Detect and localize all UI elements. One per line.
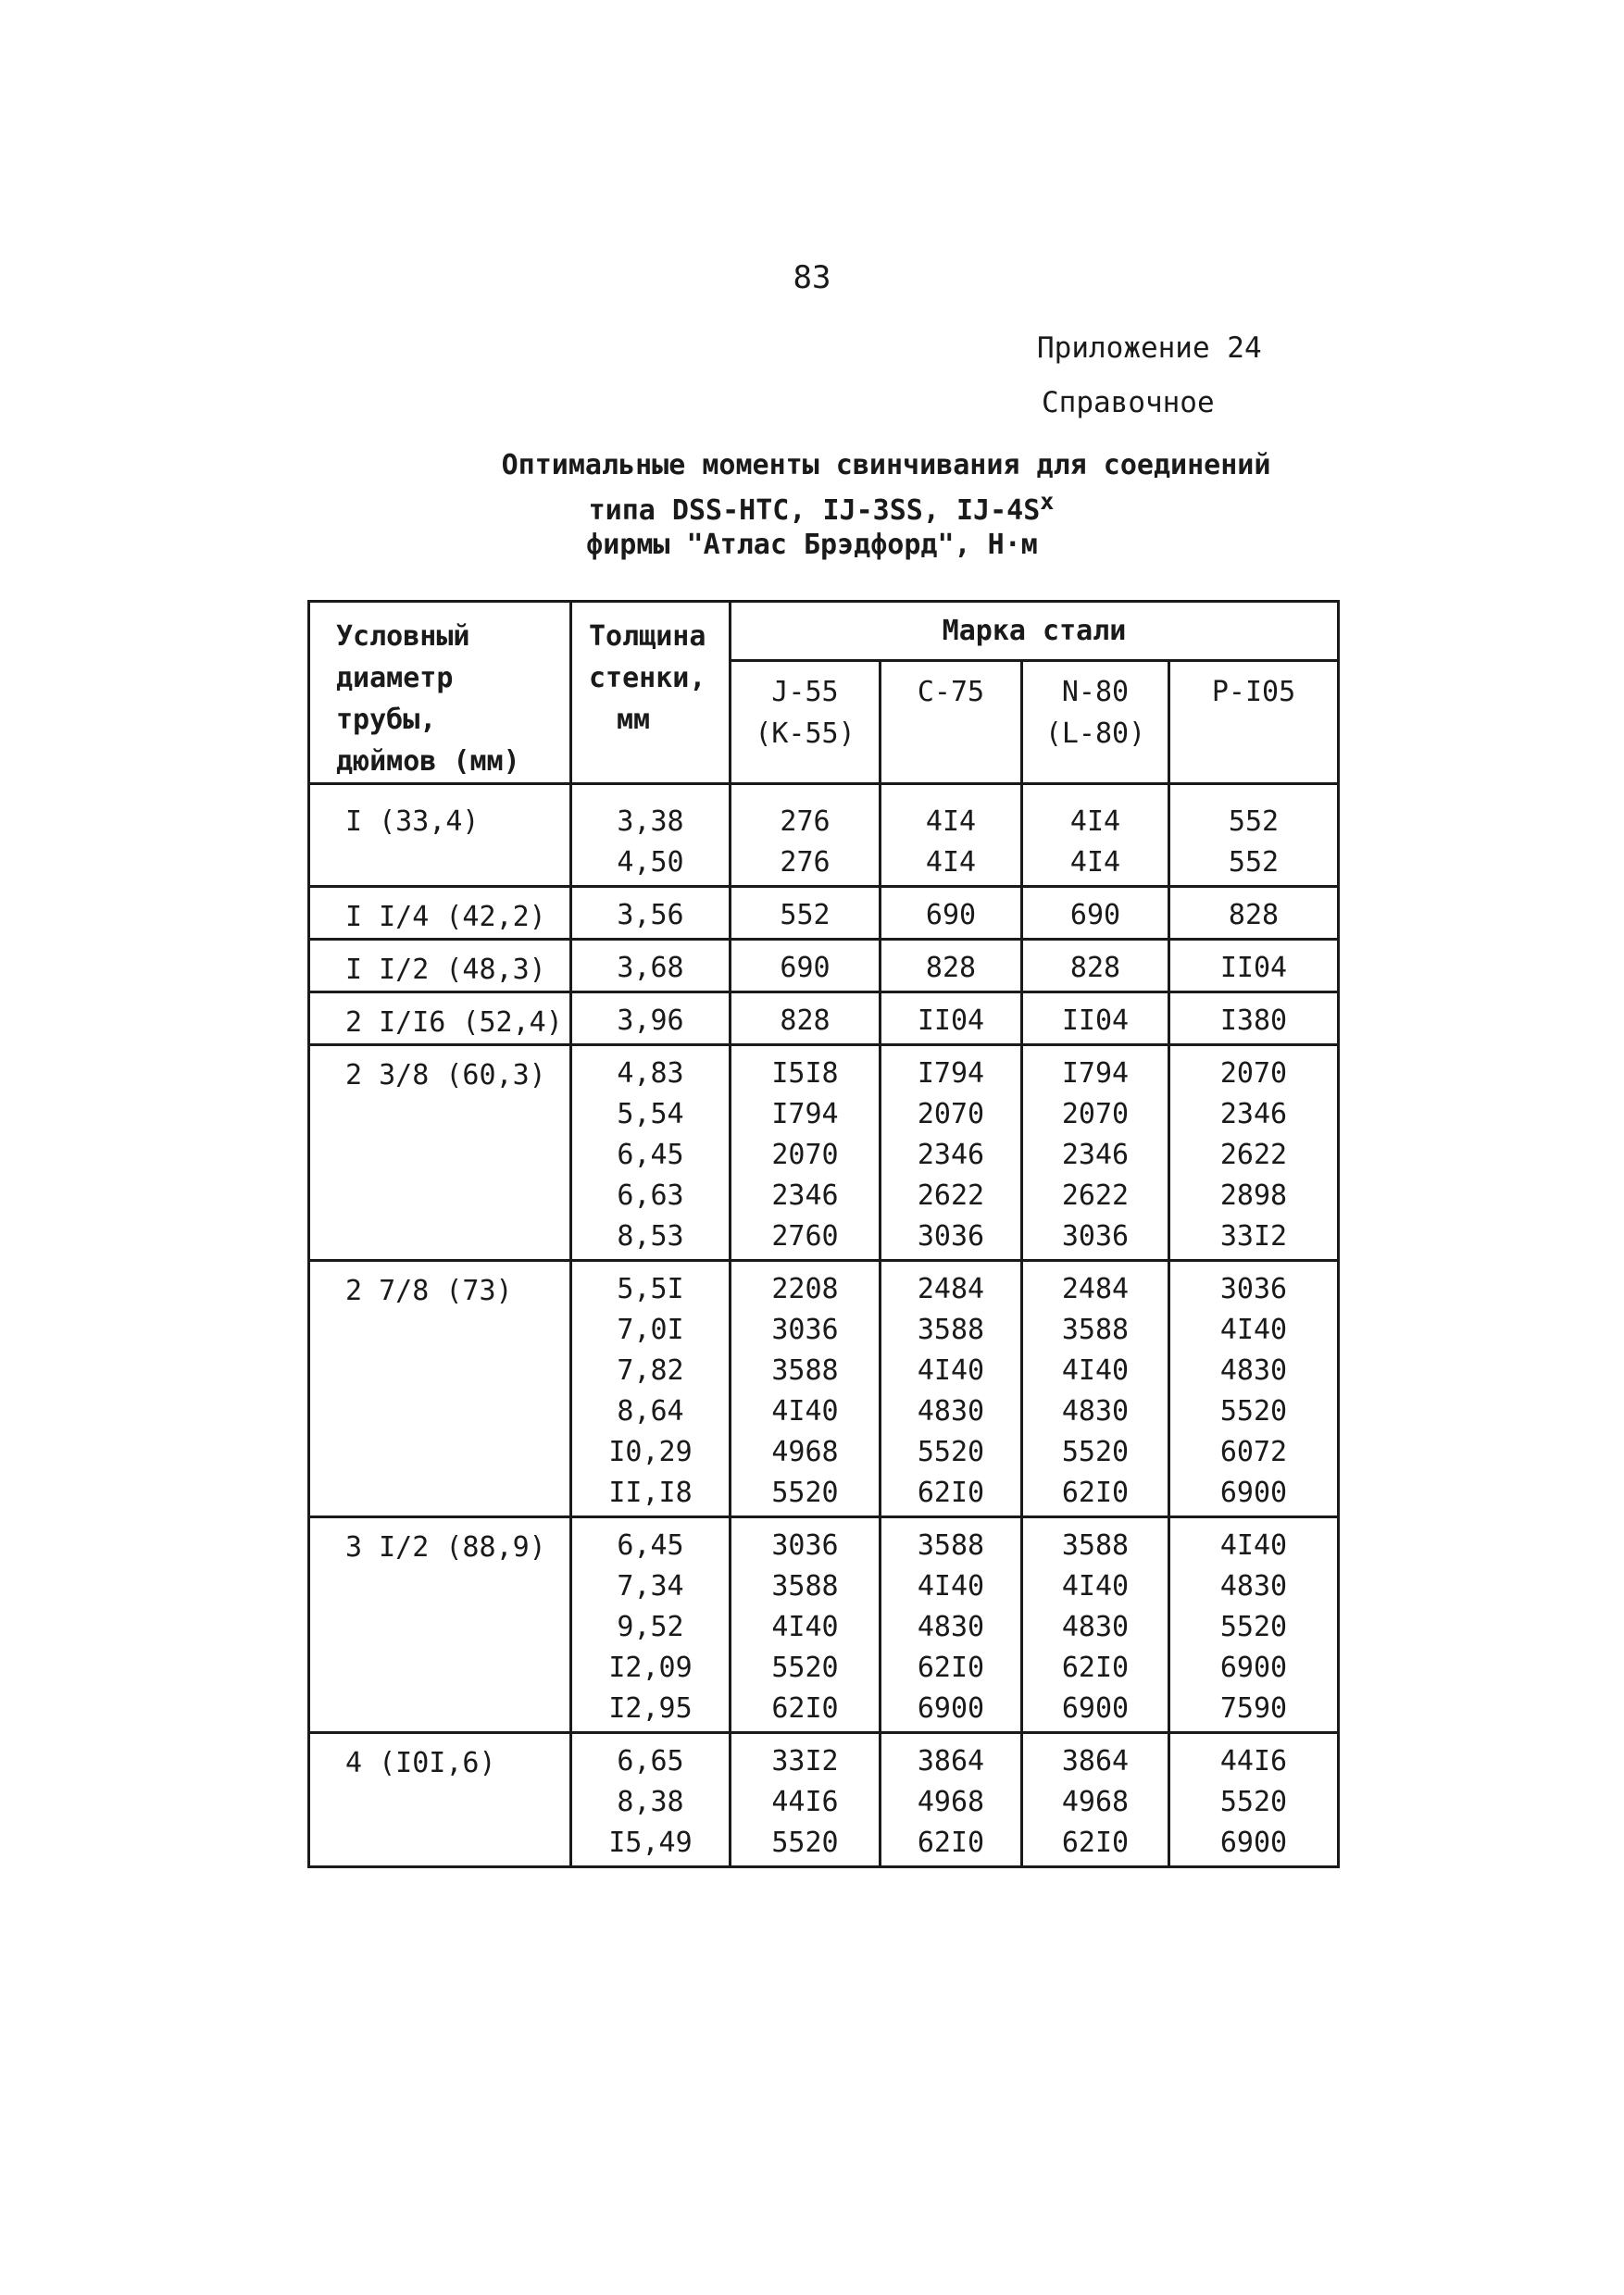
wall-thickness-value: 6,65 — [617, 1745, 684, 1777]
header-wall-line: Толщина — [589, 620, 706, 653]
torque-value-c75: 4I4 — [925, 805, 977, 838]
torque-value-c75: 6900 — [917, 1692, 985, 1725]
wall-thickness-value: 4,50 — [617, 846, 684, 879]
wall-thickness-value: II,I8 — [608, 1477, 693, 1509]
torque-value-j55: 33I2 — [771, 1745, 839, 1777]
torque-value-p105: 5520 — [1219, 1395, 1288, 1428]
torque-value-j55: 5520 — [771, 1477, 839, 1509]
header-steel-grade: Марка стали — [731, 602, 1339, 661]
column-c75 — [881, 887, 1022, 940]
torque-value-n80: 4968 — [1061, 1786, 1130, 1818]
title-line-1: Оптимальные моменты свинчивания для соединений — [501, 449, 1271, 481]
header-steel-line: N-80 — [1061, 675, 1130, 708]
table-row — [309, 887, 1339, 940]
diameter-label: 2 3/8 (60,3) — [309, 1045, 571, 1261]
torque-value-n80: 2346 — [1061, 1139, 1130, 1171]
column-j55 — [731, 887, 881, 940]
wall-thickness-value: 7,34 — [617, 1570, 684, 1603]
torque-value-c75: 4I40 — [917, 1354, 985, 1387]
header-cond-line: дюймов (мм) — [336, 745, 520, 778]
torque-value-n80: 4830 — [1061, 1611, 1130, 1643]
wall-thickness-value: 6,45 — [617, 1139, 684, 1171]
header-steel-j55 — [731, 660, 881, 783]
page-number: 83 — [793, 259, 831, 296]
column-n80 — [1022, 784, 1169, 887]
torque-value-j55: 552 — [780, 899, 831, 931]
torque-value-j55: 62I0 — [771, 1692, 839, 1725]
torque-value-c75: 828 — [925, 952, 977, 984]
torque-value-p105: 2070 — [1219, 1057, 1288, 1090]
torque-value-c75: 2622 — [917, 1179, 985, 1212]
torque-value-c75: 4830 — [917, 1395, 985, 1428]
torque-value-c75: 62I0 — [917, 1827, 985, 1859]
header-steel-p105 — [1169, 660, 1339, 783]
wall-thickness-value: 3,68 — [617, 952, 684, 984]
column-j55 — [731, 940, 881, 992]
torque-value-p105: 828 — [1228, 899, 1280, 931]
header-steel-line: P-I05 — [1211, 675, 1296, 708]
torque-value-p105: 2346 — [1219, 1098, 1288, 1130]
torque-value-n80: 4I40 — [1061, 1570, 1130, 1603]
torque-value-n80: 4830 — [1061, 1395, 1130, 1428]
header-cond-line: диаметр трубы, — [336, 662, 454, 736]
torque-value-c75: 3588 — [917, 1529, 985, 1562]
torque-value-p105: 2622 — [1219, 1139, 1288, 1171]
title-line-3: фирмы "Атлас Брэдфорд", Н·м — [586, 529, 1038, 561]
torque-value-c75: 690 — [925, 899, 977, 931]
torque-value-n80: 62I0 — [1061, 1827, 1130, 1859]
torque-value-n80: 2622 — [1061, 1179, 1130, 1212]
torque-value-j55: 2208 — [771, 1273, 839, 1305]
column-p105 — [1169, 1261, 1339, 1517]
column-wall — [571, 940, 731, 992]
table-row — [309, 992, 1339, 1045]
torque-value-j55: 5520 — [771, 1652, 839, 1684]
column-c75 — [881, 1733, 1022, 1867]
torque-value-c75: 62I0 — [917, 1477, 985, 1509]
column-p105 — [1169, 784, 1339, 887]
torque-value-j55: 3036 — [771, 1314, 839, 1346]
torque-value-n80: 3036 — [1061, 1220, 1130, 1253]
torque-value-n80: 62I0 — [1061, 1652, 1130, 1684]
torque-value-p105: 5520 — [1219, 1611, 1288, 1643]
torque-value-j55: 2070 — [771, 1139, 839, 1171]
wall-thickness-value: 3,96 — [617, 1004, 684, 1037]
torque-value-n80: 3588 — [1061, 1529, 1130, 1562]
wall-thickness-value: 6,45 — [617, 1529, 684, 1562]
title-footnote-mark: x — [1040, 488, 1055, 515]
torque-value-c75: 3864 — [917, 1745, 985, 1777]
torque-value-p105: 2898 — [1219, 1179, 1288, 1212]
torque-value-j55: 5520 — [771, 1827, 839, 1859]
torque-value-c75: 2070 — [917, 1098, 985, 1130]
column-wall — [571, 1733, 731, 1867]
torque-value-c75: 2484 — [917, 1273, 985, 1305]
torque-value-n80: 690 — [1069, 899, 1121, 931]
torque-value-c75: 4I40 — [917, 1570, 985, 1603]
diameter-label: I I/2 (48,3) — [309, 940, 571, 992]
torque-value-c75: 62I0 — [917, 1652, 985, 1684]
header-steel-line: (L-80) — [1044, 717, 1146, 750]
torque-value-n80: 2484 — [1061, 1273, 1130, 1305]
header-wall-line: стенки, — [589, 662, 706, 694]
column-p105 — [1169, 887, 1339, 940]
table-row — [309, 1733, 1339, 1867]
torque-value-p105: 7590 — [1219, 1692, 1288, 1725]
wall-thickness-value: 3,56 — [617, 899, 684, 931]
header-conditional-diameter — [309, 602, 571, 784]
torque-value-j55: 276 — [780, 805, 831, 838]
torque-value-j55: 2346 — [771, 1179, 839, 1212]
column-wall — [571, 1261, 731, 1517]
header-cond-line: Условный — [336, 620, 470, 653]
wall-thickness-value: 8,53 — [617, 1220, 684, 1253]
torque-value-j55: 3588 — [771, 1354, 839, 1387]
torque-value-p105: II04 — [1219, 952, 1288, 984]
column-wall — [571, 784, 731, 887]
torque-value-p105: 4I40 — [1219, 1314, 1288, 1346]
torque-value-n80: 6900 — [1061, 1692, 1130, 1725]
torque-value-p105: 6900 — [1219, 1652, 1288, 1684]
torque-value-n80: 4I4 — [1069, 846, 1121, 879]
wall-thickness-value: 9,52 — [617, 1611, 684, 1643]
torque-value-p105: 4830 — [1219, 1570, 1288, 1603]
torque-value-p105: 33I2 — [1219, 1220, 1288, 1253]
torque-value-c75: I794 — [917, 1057, 985, 1090]
torque-value-j55: 4968 — [771, 1436, 839, 1468]
column-n80 — [1022, 992, 1169, 1045]
title-line-2 — [9, 488, 1624, 527]
torque-value-p105: 552 — [1228, 846, 1280, 879]
header-wall-line: мм — [617, 704, 651, 736]
diameter-label: 2 I/I6 (52,4) — [309, 992, 571, 1045]
column-c75 — [881, 992, 1022, 1045]
torque-value-n80: 5520 — [1061, 1436, 1130, 1468]
column-n80 — [1022, 887, 1169, 940]
torque-value-j55: 44I6 — [771, 1786, 839, 1818]
torque-value-p105: I380 — [1219, 1004, 1288, 1037]
table-row — [309, 1261, 1339, 1517]
column-wall — [571, 992, 731, 1045]
diameter-label: 2 7/8 (73) — [309, 1261, 571, 1517]
table-body — [309, 784, 1339, 1867]
torque-value-j55: 690 — [780, 952, 831, 984]
column-p105 — [1169, 1517, 1339, 1733]
torque-value-p105: 44I6 — [1219, 1745, 1288, 1777]
torque-value-j55: I5I8 — [771, 1057, 839, 1090]
torque-value-c75: 3588 — [917, 1314, 985, 1346]
column-j55 — [731, 1261, 881, 1517]
column-p105 — [1169, 992, 1339, 1045]
column-wall — [571, 1045, 731, 1261]
torque-value-n80: I794 — [1061, 1057, 1130, 1090]
wall-thickness-value: 8,38 — [617, 1786, 684, 1818]
torque-table — [307, 600, 1340, 1868]
header-steel-c75 — [881, 660, 1022, 783]
torque-value-n80: 3864 — [1061, 1745, 1130, 1777]
wall-thickness-value: 5,5I — [617, 1273, 684, 1305]
torque-value-n80: 62I0 — [1061, 1477, 1130, 1509]
torque-value-p105: 4830 — [1219, 1354, 1288, 1387]
diameter-label: 4 (I0I,6) — [309, 1733, 571, 1867]
table-row — [309, 1045, 1339, 1261]
header-steel-line: C-75 — [917, 675, 985, 708]
torque-value-c75: 4830 — [917, 1611, 985, 1643]
torque-value-j55: 2760 — [771, 1220, 839, 1253]
diameter-label: 3 I/2 (88,9) — [309, 1517, 571, 1733]
wall-thickness-value: 4,83 — [617, 1057, 684, 1090]
wall-thickness-value: 5,54 — [617, 1098, 684, 1130]
wall-thickness-value: 3,38 — [617, 805, 684, 838]
title-line-2-text: типа DSS-HTC, IJ-3SS, IJ-4S — [588, 494, 1041, 527]
column-j55 — [731, 1733, 881, 1867]
wall-thickness-value: 7,82 — [617, 1354, 684, 1387]
torque-value-c75: 4I4 — [925, 846, 977, 879]
torque-value-p105: 3036 — [1219, 1273, 1288, 1305]
torque-value-j55: 3036 — [771, 1529, 839, 1562]
column-p105 — [1169, 1045, 1339, 1261]
torque-value-c75: II04 — [917, 1004, 985, 1037]
torque-value-p105: 552 — [1228, 805, 1280, 838]
torque-value-n80: 4I40 — [1061, 1354, 1130, 1387]
table-row — [309, 940, 1339, 992]
column-n80 — [1022, 1261, 1169, 1517]
column-c75 — [881, 1517, 1022, 1733]
torque-value-n80: II04 — [1061, 1004, 1130, 1037]
column-n80 — [1022, 1517, 1169, 1733]
column-n80 — [1022, 1045, 1169, 1261]
torque-value-n80: 2070 — [1061, 1098, 1130, 1130]
header-steel-n80 — [1022, 660, 1169, 783]
column-p105 — [1169, 1733, 1339, 1867]
torque-value-p105: 5520 — [1219, 1786, 1288, 1818]
column-c75 — [881, 940, 1022, 992]
torque-value-p105: 6072 — [1219, 1436, 1288, 1468]
column-j55 — [731, 1045, 881, 1261]
column-wall — [571, 1517, 731, 1733]
wall-thickness-value: I2,95 — [608, 1692, 693, 1725]
wall-thickness-value: I0,29 — [608, 1436, 693, 1468]
torque-value-p105: 6900 — [1219, 1827, 1288, 1859]
table-row — [309, 784, 1339, 887]
torque-value-j55: 276 — [780, 846, 831, 879]
table-row — [309, 1517, 1339, 1733]
header-steel-line: J-55 — [771, 675, 839, 708]
column-j55 — [731, 992, 881, 1045]
diameter-label: I (33,4) — [309, 784, 571, 887]
header-wall-thickness — [571, 602, 731, 784]
column-j55 — [731, 784, 881, 887]
torque-value-j55: 828 — [780, 1004, 831, 1037]
column-c75 — [881, 1045, 1022, 1261]
column-p105 — [1169, 940, 1339, 992]
wall-thickness-value: 6,63 — [617, 1179, 684, 1212]
appendix-label: Приложение 24 — [1037, 331, 1262, 365]
wall-thickness-value: 7,0I — [617, 1314, 684, 1346]
column-n80 — [1022, 940, 1169, 992]
torque-value-c75: 2346 — [917, 1139, 985, 1171]
torque-value-n80: 4I4 — [1069, 805, 1121, 838]
torque-value-c75: 4968 — [917, 1786, 985, 1818]
column-wall — [571, 887, 731, 940]
column-c75 — [881, 1261, 1022, 1517]
header-steel-line: (K-55) — [755, 717, 856, 750]
wall-thickness-value: I2,09 — [608, 1652, 693, 1684]
torque-value-j55: 4I40 — [771, 1395, 839, 1428]
torque-value-c75: 3036 — [917, 1220, 985, 1253]
torque-value-p105: 6900 — [1219, 1477, 1288, 1509]
wall-thickness-value: 8,64 — [617, 1395, 684, 1428]
torque-value-c75: 5520 — [917, 1436, 985, 1468]
torque-value-j55: I794 — [771, 1098, 839, 1130]
torque-value-j55: 4I40 — [771, 1611, 839, 1643]
column-n80 — [1022, 1733, 1169, 1867]
torque-value-n80: 828 — [1069, 952, 1121, 984]
reference-label: Справочное — [1042, 386, 1215, 419]
wall-thickness-value: I5,49 — [608, 1827, 693, 1859]
column-j55 — [731, 1517, 881, 1733]
diameter-label: I I/4 (42,2) — [309, 887, 571, 940]
torque-value-j55: 3588 — [771, 1570, 839, 1603]
torque-value-n80: 3588 — [1061, 1314, 1130, 1346]
column-c75 — [881, 784, 1022, 887]
torque-value-p105: 4I40 — [1219, 1529, 1288, 1562]
